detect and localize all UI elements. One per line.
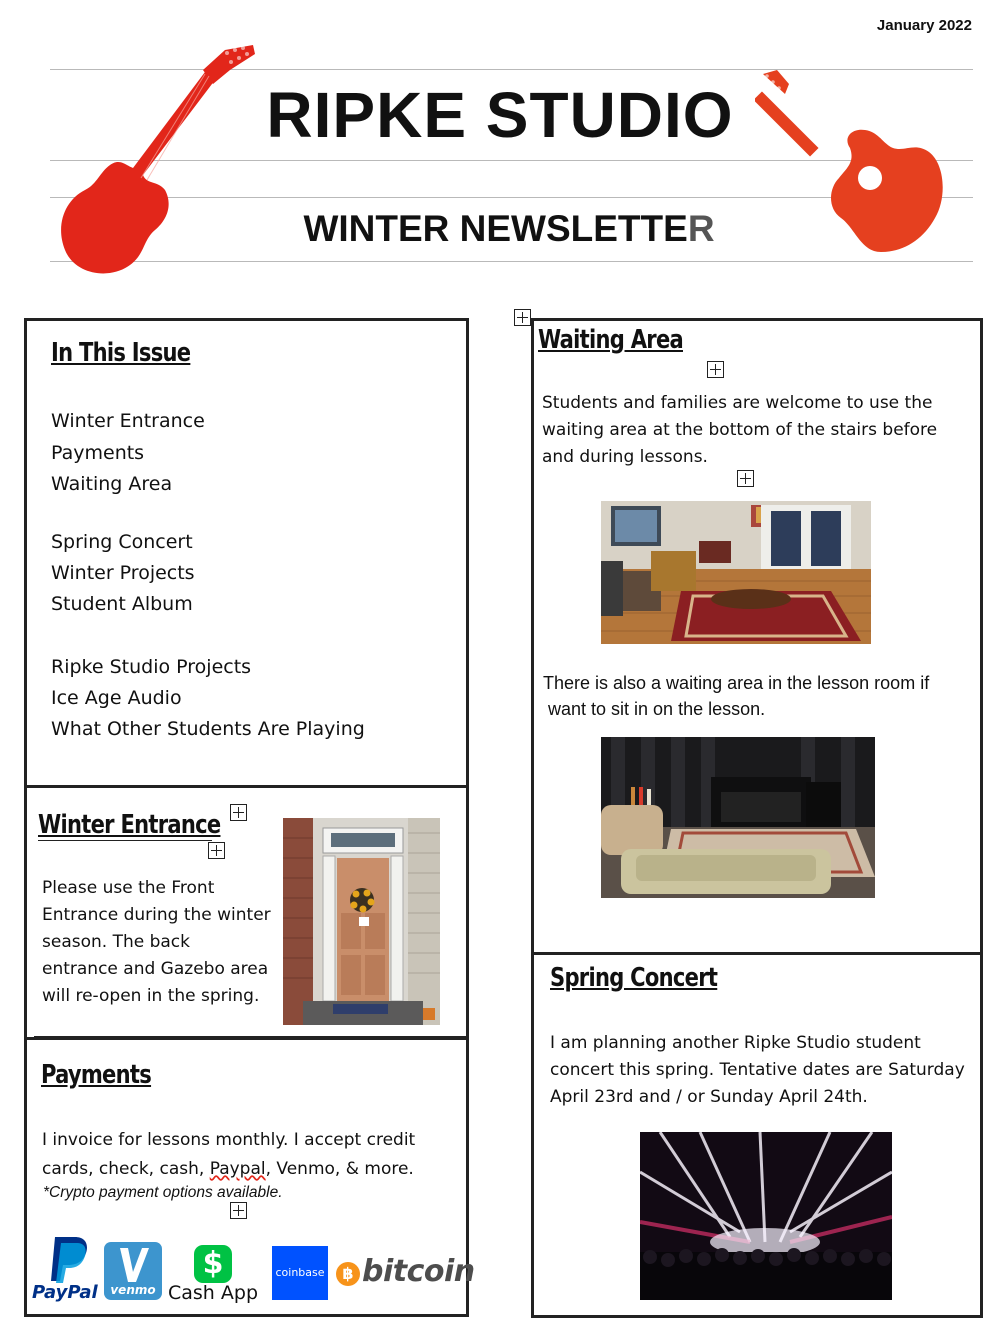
toc-item-ripke-studio-projects[interactable]: Ripke Studio Projects <box>51 656 252 678</box>
text-line: concert this spring. Tentative dates are Saturday <box>550 1060 965 1080</box>
spring-concert-text <box>550 1030 965 1111</box>
coinbase-logo-icon <box>272 1246 328 1300</box>
text-line: Entrance during the winter <box>42 905 271 925</box>
text-line: will re-open in the spring. <box>42 986 260 1006</box>
venmo-logo-icon <box>104 1242 162 1300</box>
expand-icon[interactable] <box>230 804 247 821</box>
text-line: April 23rd and / or Sunday April 24th. <box>550 1087 868 1107</box>
payments-text <box>42 1126 415 1184</box>
crypto-note: *Crypto payment options available. <box>43 1184 283 1201</box>
toc-item-spring-concert[interactable]: Spring Concert <box>51 531 193 553</box>
venmo-label: venmo <box>110 1283 156 1297</box>
text-line: Please use the Front <box>42 878 215 898</box>
toc-item-winter-projects[interactable]: Winter Projects <box>51 562 195 584</box>
concert-photo <box>640 1132 892 1300</box>
section-rule <box>34 1036 468 1039</box>
toc-item-payments[interactable]: Payments <box>51 442 145 464</box>
acoustic-guitar-icon <box>755 68 950 258</box>
toc-item-waiting-area[interactable]: Waiting Area <box>51 473 173 495</box>
text-line: I invoice for lessons monthly. I accept credit <box>42 1130 416 1150</box>
text-line: Students and families are welcome to use the <box>542 393 933 413</box>
expand-icon[interactable] <box>737 470 754 487</box>
expand-icon[interactable] <box>707 361 724 378</box>
text-span: cards, check, cash, <box>42 1159 210 1179</box>
winter-entrance-text <box>42 875 271 1010</box>
expand-icon[interactable] <box>208 842 225 859</box>
waiting-area-heading: Waiting Area <box>538 325 683 355</box>
text-line: There is also a waiting area in the lesson room if <box>543 673 930 693</box>
toc-item-ice-age-audio[interactable]: Ice Age Audio <box>51 687 182 709</box>
spring-concert-heading: Spring Concert <box>550 963 718 993</box>
text-line: and during lessons. <box>542 447 708 467</box>
coinbase-label: coinbase <box>275 1266 325 1279</box>
newsletter-date: January 2022 <box>876 17 972 34</box>
bitcoin-logo-icon: ฿ <box>336 1262 360 1286</box>
paypal-label-text: PayPal <box>32 1282 98 1303</box>
waiting-area-text-2 <box>543 670 929 722</box>
heading-rule <box>38 840 212 841</box>
electric-guitar-icon <box>55 40 260 280</box>
lesson-room-photo <box>601 737 875 898</box>
waiting-area-text <box>542 390 937 471</box>
toc-item-student-album[interactable]: Student Album <box>51 593 193 615</box>
text-line: want to sit in on the lesson. <box>543 699 766 719</box>
front-door-photo <box>283 818 440 1025</box>
payments-heading: Payments <box>41 1060 152 1090</box>
cashapp-label: Cash App <box>168 1282 259 1304</box>
text-line: season. The back <box>42 932 190 952</box>
toc-heading: In This Issue <box>51 338 191 368</box>
paypal-logo-icon <box>49 1235 89 1283</box>
text-span: , Venmo, & more. <box>265 1159 414 1179</box>
text-line: I am planning another Ripke Studio student <box>550 1033 921 1053</box>
text-line: entrance and Gazebo area <box>42 959 269 979</box>
expand-icon[interactable] <box>230 1202 247 1219</box>
expand-icon[interactable] <box>514 309 531 326</box>
text-line <box>42 1155 415 1184</box>
winter-entrance-heading: Winter Entrance <box>38 810 221 840</box>
paypal-word: Paypal <box>209 1159 266 1179</box>
toc-item-winter-entrance[interactable]: Winter Entrance <box>51 410 205 432</box>
subtitle-last-letter: R <box>687 208 715 249</box>
paypal-label <box>32 1282 98 1303</box>
text-line: waiting area at the bottom of the stairs before <box>542 420 938 440</box>
bitcoin-label: bitcoin <box>362 1254 475 1289</box>
waiting-room-photo <box>601 501 871 644</box>
toc-item-other-students[interactable]: What Other Students Are Playing <box>51 718 365 740</box>
cashapp-logo-icon: $ <box>194 1245 232 1283</box>
newsletter-title: RIPKE STUDIO <box>266 79 734 151</box>
subtitle-main: WINTER NEWSLETTE <box>303 208 688 249</box>
